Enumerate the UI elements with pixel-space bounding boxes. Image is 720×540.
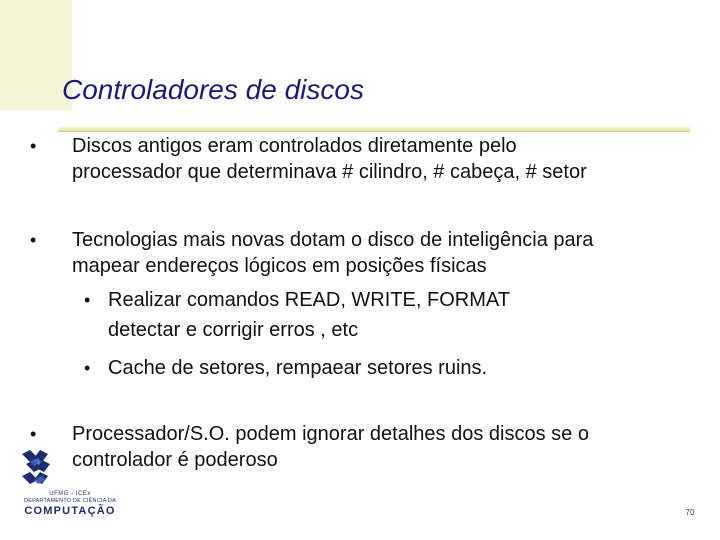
sub-bullet-icon: • (84, 290, 91, 310)
dcc-logo-icon (18, 448, 122, 492)
bullet-icon: • (30, 424, 37, 444)
sub-bullet-1-line-1: Realizar comandos READ, WRITE, FORMAT (108, 289, 510, 311)
logo-line-1: UFMG - ICEx (49, 491, 91, 497)
bullet-2-line-1: Tecnologias mais novas dotam o disco de inteligência para (72, 229, 594, 251)
dcc-logo (18, 448, 122, 518)
sub-bullet-2-line-1: Cache de setores, rempaear setores ruins. (108, 357, 488, 379)
logo-line-3: COMPUTAÇÃO (24, 505, 116, 517)
bullet-icon: • (30, 230, 37, 250)
bullet-1-line-1: Discos antigos eram controlados diretamente pelo (72, 135, 517, 157)
page-number: 70 (685, 508, 695, 517)
slide-title: Controladores de discos (62, 74, 364, 105)
bullet-2-line-2: mapear endereços lógicos em posições físicas (72, 255, 487, 277)
logo-line-2: DEPARTAMENTO DE CIÊNCIA DA (24, 498, 116, 504)
bullet-1-line-2: processador que determinava # cilindro, # cabeça, # setor (72, 161, 587, 183)
bullet-icon: • (30, 136, 37, 156)
bullet-3-line-2: controlador é poderoso (72, 449, 278, 471)
bullet-3-line-1: Processador/S.O. podem ignorar detalhes dos discos se o (72, 423, 589, 445)
sub-bullet-icon: • (84, 358, 91, 378)
sub-bullet-1-line-2: detectar e corrigir erros , etc (108, 319, 359, 341)
